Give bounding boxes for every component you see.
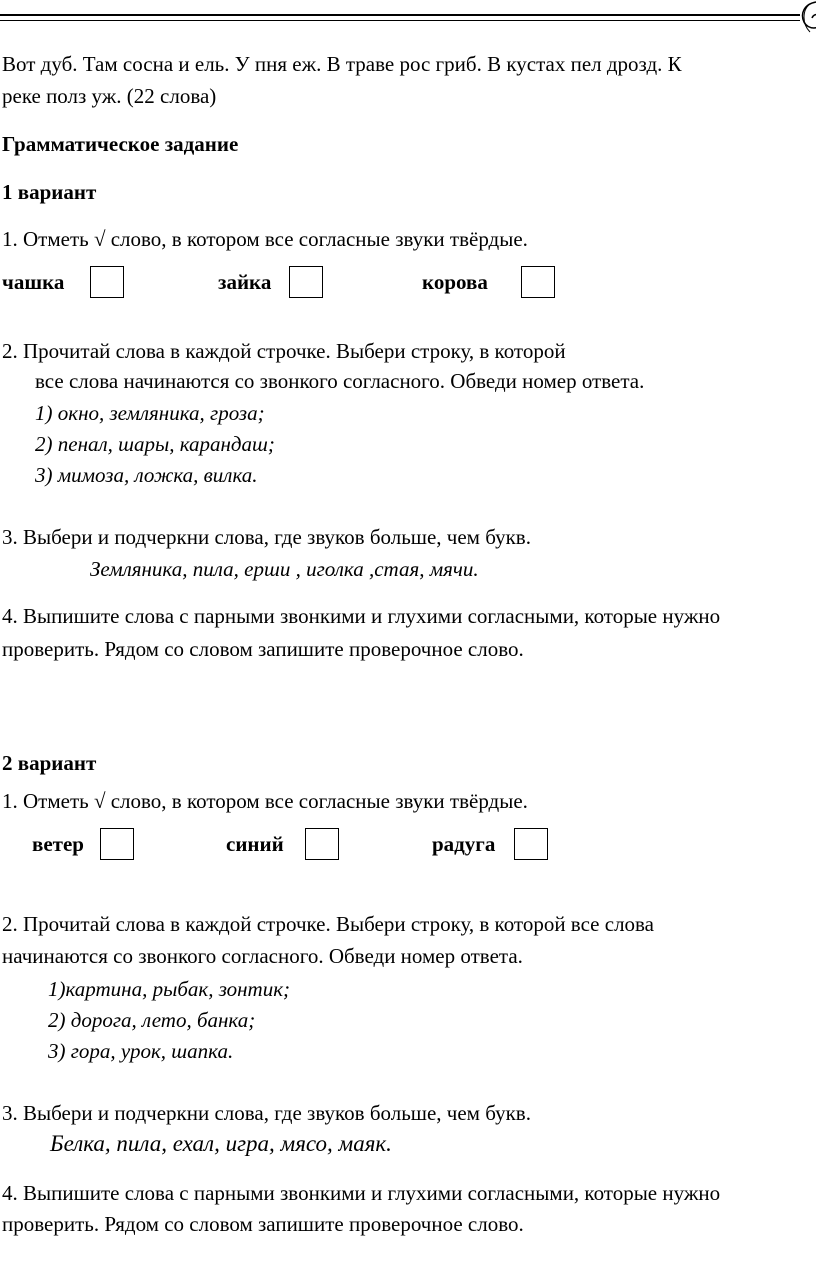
v1-word-2: зайка xyxy=(218,270,272,294)
intro-text-line2: реке полз уж. (22 слова) xyxy=(2,84,217,108)
scroll-ornament-icon xyxy=(796,0,816,40)
v2-option-3[interactable]: 3) гора, урок, шапка. xyxy=(48,1039,234,1063)
v2-task3-text: 3. Выбери и подчеркни слова, где звуков больше, чем букв. xyxy=(2,1101,531,1125)
v1-option-1[interactable]: 1) окно, земляника, гроза; xyxy=(35,401,265,425)
v1-task3-words[interactable]: Земляника, пила, ерши , иголка ,стая, мячи. xyxy=(90,557,479,581)
v1-option-2[interactable]: 2) пенал, шары, карандаш; xyxy=(35,432,275,456)
v2-checkbox-1[interactable] xyxy=(100,828,134,860)
v1-option-3[interactable]: 3) мимоза, ложка, вилка. xyxy=(35,463,258,487)
v1-task4-line1: 4. Выпишите слова с парными звонкими и глухими согласными, которые нужно xyxy=(2,604,721,628)
section-heading: Грамматическое задание xyxy=(2,132,239,156)
top-border-line xyxy=(0,14,800,16)
v2-word-1: ветер xyxy=(32,832,84,856)
v1-checkbox-1[interactable] xyxy=(90,266,124,298)
v2-task2-line1: 2. Прочитай слова в каждой строчке. Выбери строку, в которой все слова xyxy=(2,912,655,936)
variant1-title: 1 вариант xyxy=(2,180,97,204)
intro-text-line1: Вот дуб. Там сосна и ель. У пня еж. В траве рос гриб. В кустах пел дрозд. К xyxy=(2,52,682,76)
v1-task2-line2: все слова начинаются со звонкого согласного. Обведи номер ответа. xyxy=(35,369,645,393)
v2-word-2: синий xyxy=(226,832,284,856)
v1-word-3: корова xyxy=(422,270,488,294)
v2-task4-line2: проверить. Рядом со словом запишите проверочное слово. xyxy=(2,1212,524,1236)
v1-task2-line1: 2. Прочитай слова в каждой строчке. Выбери строку, в которой xyxy=(2,339,566,363)
v1-task1-text: 1. Отметь √ слово, в котором все согласные звуки твёрдые. xyxy=(2,227,528,251)
v1-task3-text: 3. Выбери и подчеркни слова, где звуков больше, чем букв. xyxy=(2,525,531,549)
v2-option-1[interactable]: 1)картина, рыбак, зонтик; xyxy=(48,977,291,1001)
v2-checkbox-2[interactable] xyxy=(305,828,339,860)
v1-task4-line2: проверить. Рядом со словом запишите проверочное слово. xyxy=(2,637,524,661)
v2-task4-line1: 4. Выпишите слова с парными звонкими и глухими согласными, которые нужно xyxy=(2,1181,721,1205)
top-border-line-thin xyxy=(0,20,800,21)
v1-checkbox-3[interactable] xyxy=(521,266,555,298)
v1-checkbox-2[interactable] xyxy=(289,266,323,298)
v2-word-3: радуга xyxy=(432,832,496,856)
v2-task2-line2: начинаются со звонкого согласного. Обведи номер ответа. xyxy=(2,944,523,968)
v2-option-2[interactable]: 2) дорога, лето, банка; xyxy=(48,1008,256,1032)
v2-checkbox-3[interactable] xyxy=(514,828,548,860)
v2-task1-text: 1. Отметь √ слово, в котором все согласные звуки твёрдые. xyxy=(2,789,528,813)
variant2-title: 2 вариант xyxy=(2,751,97,775)
v1-word-1: чашка xyxy=(2,270,65,294)
v2-task3-words[interactable]: Белка, пила, ехал, игра, мясо, маяк. xyxy=(50,1131,392,1156)
